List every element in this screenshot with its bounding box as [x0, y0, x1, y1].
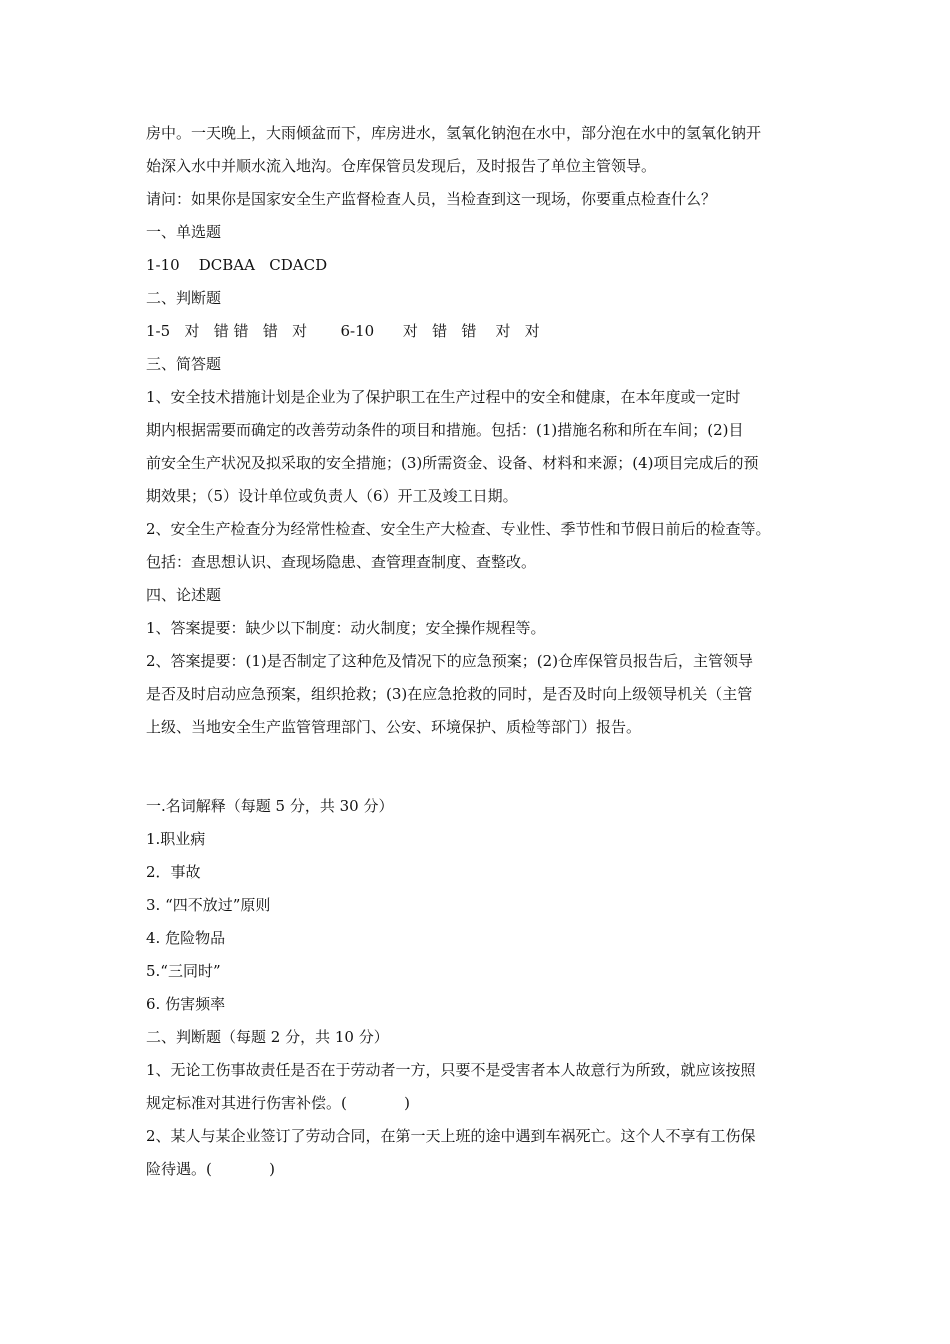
short-answer-1-line-3: 前安全生产状况及拟采取的安全措施；(3)所需资金、设备、材料和来源；(4)项目完成后的预: [146, 454, 759, 472]
short-answer-2-line-2: 包括：查思想认识、查现场隐患、查管理查制度、查整改。: [146, 553, 537, 571]
judgment-heading: 二、判断题（每题 2 分，共 10 分）: [146, 1028, 389, 1046]
short-answer-2-line-1: 2、安全生产检查分为经常性检查、安全生产大检查、专业性、季节性和节假日前后的检查等。: [146, 520, 771, 538]
term-item: 5.“三同时”: [146, 962, 221, 980]
case-question: 请问：如果你是国家安全生产监督检查人员，当检查到这一现场，你要重点检查什么？: [146, 190, 717, 208]
true-false-heading: 二、判断题: [146, 289, 222, 307]
essay-heading: 四、论述题: [146, 586, 222, 604]
short-answer-1-line-1: 1、安全技术措施计划是企业为了保护职工在生产过程中的安全和健康，在本年度或一定时: [146, 388, 741, 406]
judgment-question-1-line-1: 1、无论工伤事故责任是否在于劳动者一方，只要不是受害者本人故意行为所致，就应该按照: [146, 1061, 756, 1079]
single-choice-answers: 1-10 DCBAA CDACD: [146, 256, 328, 274]
term-item: 4. 危险物品: [146, 929, 226, 947]
case-text-line-2: 始深入水中并顺水流入地沟。仓库保管员发现后，及时报告了单位主管领导。: [146, 157, 657, 175]
essay-answer-2-line-1: 2、答案提要：(1)是否制定了这种危及情况下的应急预案；(2)仓库保管员报告后，主管领导: [146, 652, 754, 670]
section-spacer: [146, 744, 810, 790]
case-text-line-1: 房中。一天晚上，大雨倾盆而下，库房进水，氢氧化钠泡在水中，部分泡在水中的氢氧化钠开: [146, 124, 762, 142]
essay-answer-2-line-2: 是否及时启动应急预案，组织抢救；(3)在应急抢救的同时，是否及时向上级领导机关（主管: [146, 685, 753, 703]
terms-heading: 一.名词解释（每题 5 分，共 30 分）: [146, 797, 394, 815]
essay-answer-2-line-3: 上级、当地安全生产监管管理部门、公安、环境保护、质检等部门）报告。: [146, 718, 642, 736]
document-body: [146, 117, 810, 1186]
judgment-question-1-line-2: 规定标准对其进行伤害补偿。( ): [146, 1094, 410, 1112]
term-item: 2．事故: [146, 863, 201, 881]
term-item: 1.职业病: [146, 830, 206, 848]
single-choice-heading: 一、单选题: [146, 223, 222, 241]
short-answer-1-line-4: 期效果；（5）设计单位或负责人（6）开工及竣工日期。: [146, 487, 518, 505]
term-item: 3. “四不放过”原则: [146, 896, 271, 914]
judgment-question-2-line-2: 险待遇。( ): [146, 1160, 275, 1178]
short-answer-1-line-2: 期内根据需要而确定的改善劳动条件的项目和措施。包括：(1)措施名称和所在车间；(2)目: [146, 421, 744, 439]
true-false-answers: 1-5 对 错 错 错 对 6-10 对 错 错 对 对: [146, 322, 540, 340]
judgment-question-2-line-1: 2、某人与某企业签订了劳动合同，在第一天上班的途中遇到车祸死亡。这个人不享有工伤保: [146, 1127, 756, 1145]
term-item: 6. 伤害频率: [146, 995, 226, 1013]
short-answer-heading: 三、简答题: [146, 355, 222, 373]
essay-answer-1: 1、答案提要：缺少以下制度：动火制度；安全操作规程等。: [146, 619, 546, 637]
